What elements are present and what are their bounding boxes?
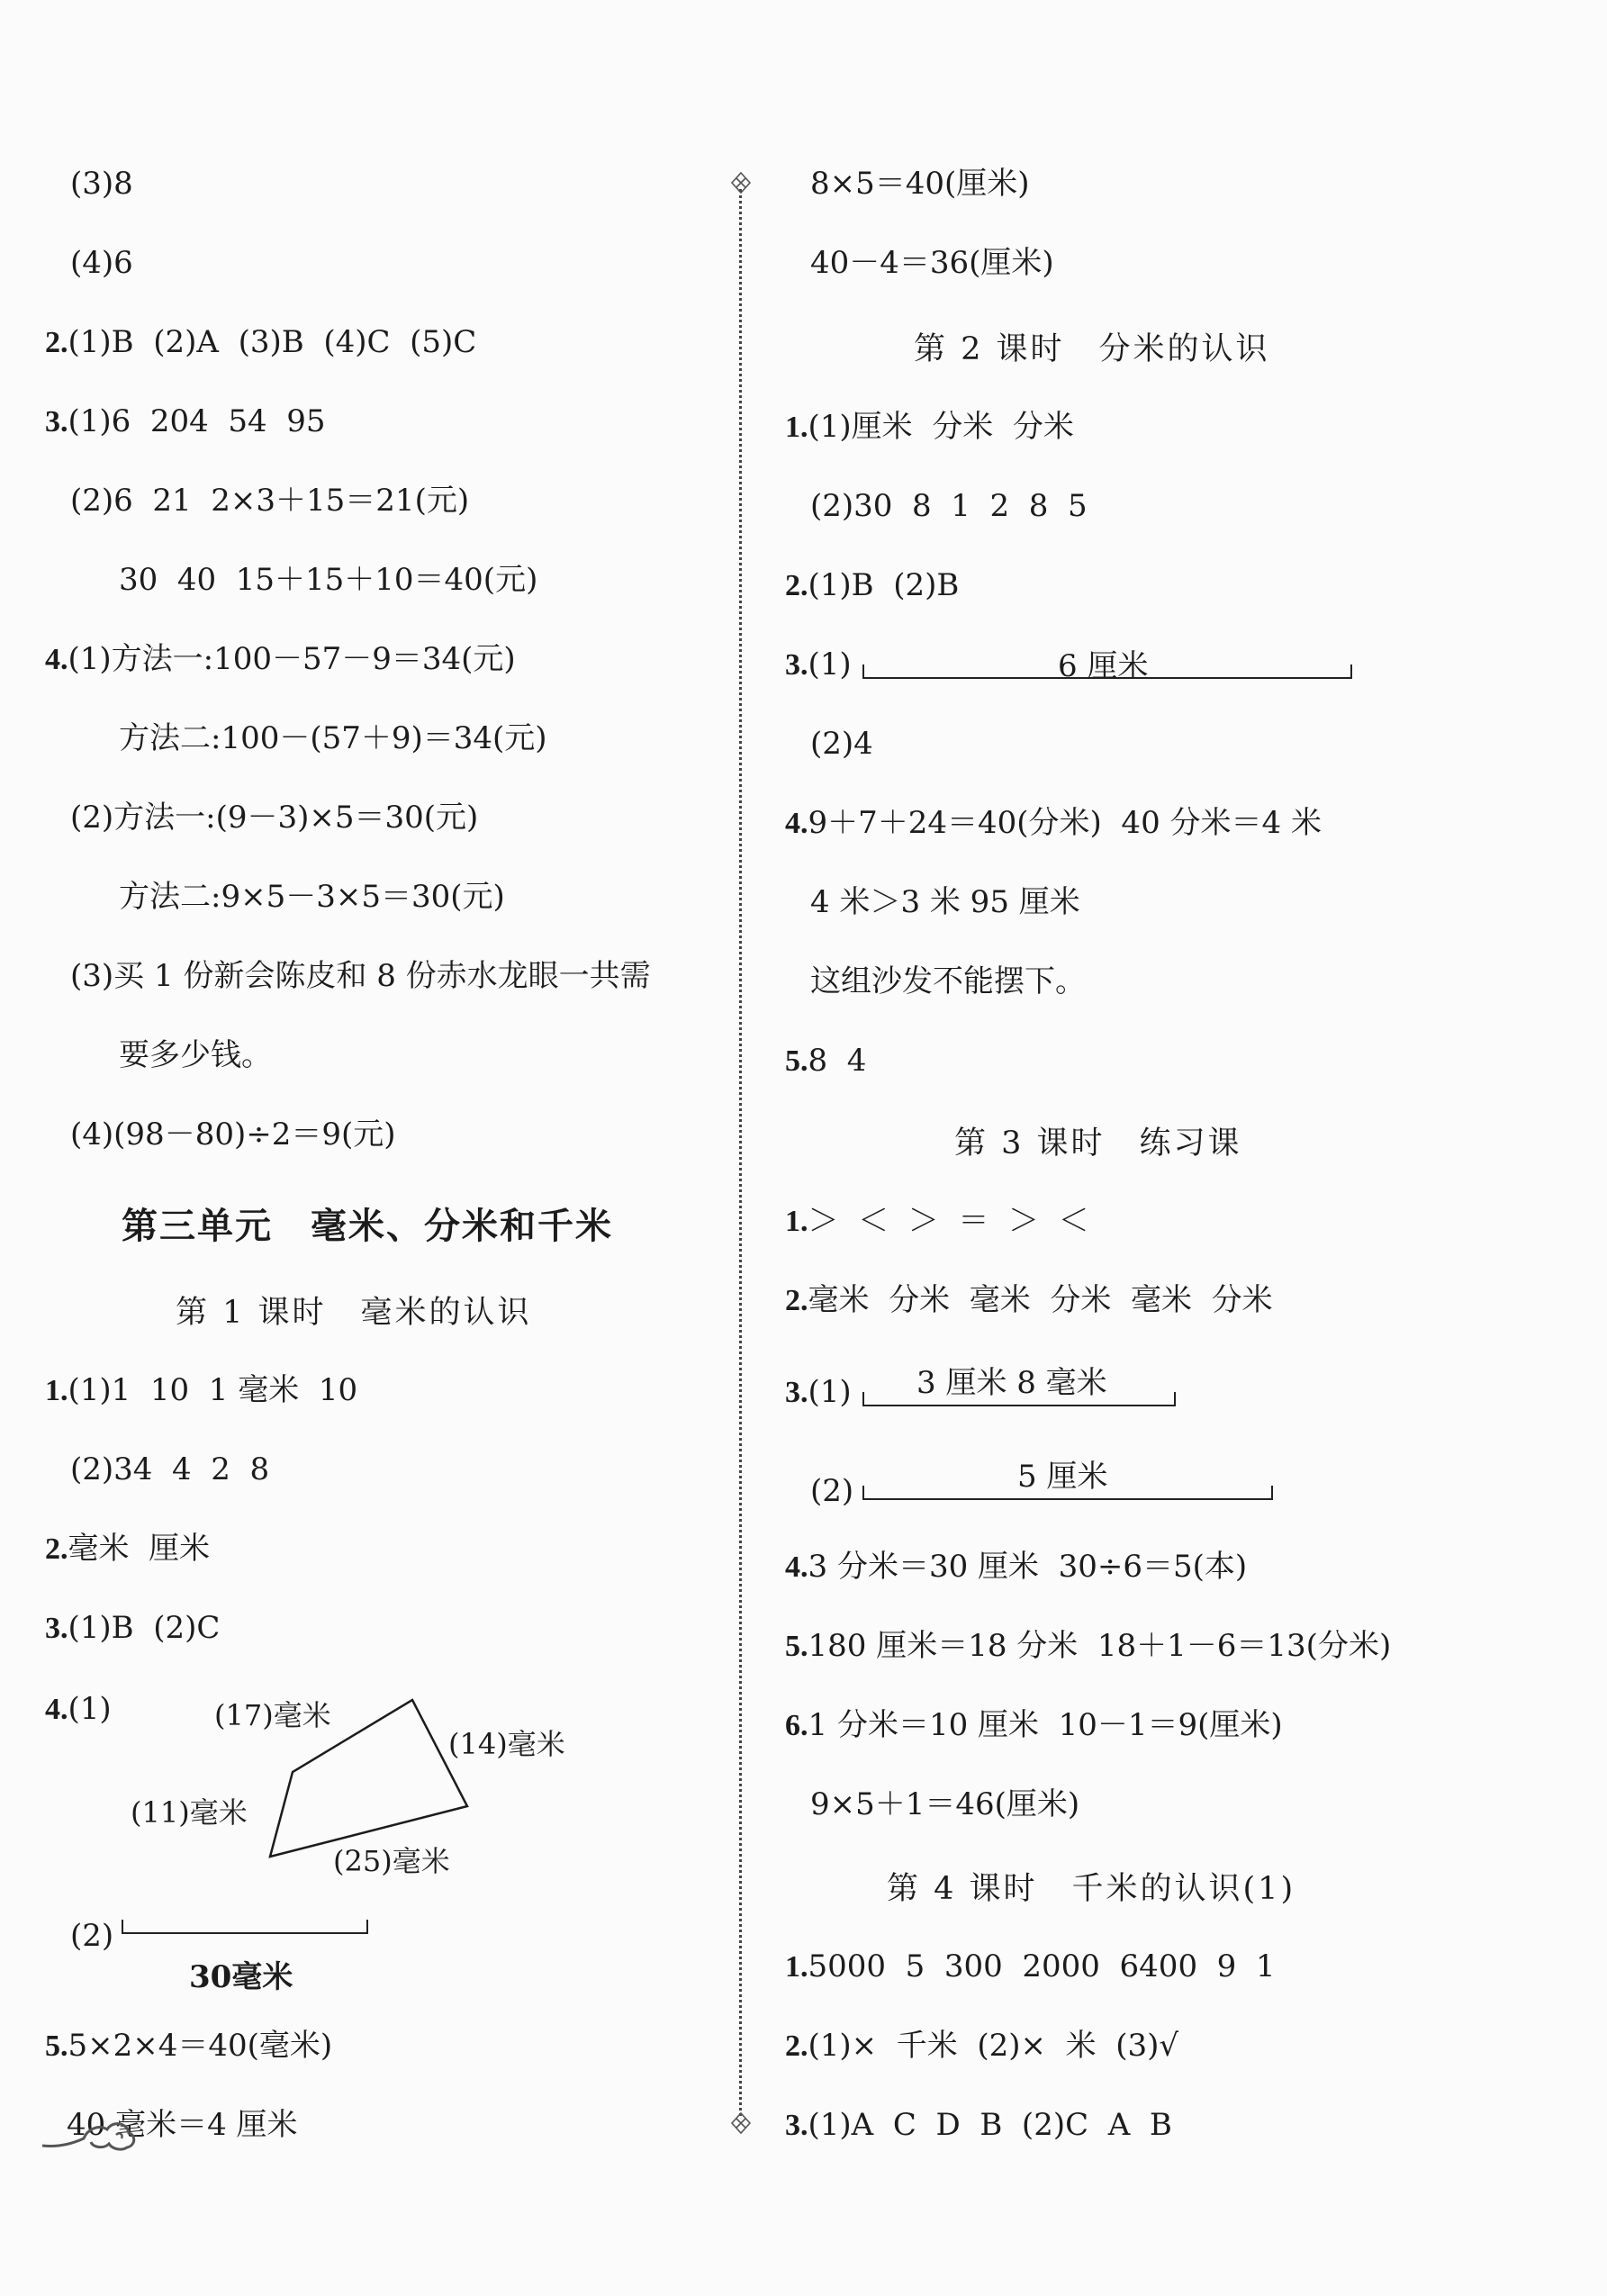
question-number: 5. [785,1630,808,1663]
question-number: 2. [45,1532,68,1566]
answer-line: 2.(1)B (2)A (3)B (4)C (5)C [45,324,477,360]
answer-line: (2) [810,1473,854,1509]
lesson-title: 第 4 课时 千米的认识(1) [887,1871,1296,1907]
lesson-title: 第 3 课时 练习课 [954,1125,1242,1162]
answer-line: 4.(1)方法一:100－57－9＝34(元) [45,641,516,677]
answer-line: 2.(1)B (2)B [785,567,960,603]
ruler-label: 30毫米 [189,1959,293,1995]
answer-line: 2.(1)× 千米 (2)× 米 (3)√ [785,2028,1179,2064]
answer-line: 30 40 15＋15＋10＝40(元) [119,562,538,598]
question-number: 5. [785,1044,808,1078]
answer-line: 6.1 分米＝10 厘米 10－1＝9(厘米) [785,1707,1283,1743]
quadrilateral-figure [0,0,540,1891]
question-number: 3. [785,648,808,682]
question-number: 1. [785,411,808,444]
answer-line: (4)(98－80)÷2＝9(元) [70,1116,396,1153]
answer-line: 这组沙发不能摆下。 [810,963,1086,999]
answer-line: 3.(1)A C D B (2)C A B [785,2107,1172,2143]
ruler-label: 5 厘米 [1017,1459,1108,1495]
answer-line: 3.(1)6 204 54 95 [45,403,326,439]
side-label-top: (17)毫米 [214,1698,331,1732]
column-divider [739,189,742,2116]
answer-line: 1.＞ ＜ ＞ ＝ ＞ ＜ [785,1203,1089,1239]
question-number: 3. [45,405,68,438]
question-number: 3. [45,1612,68,1645]
answer-line: 40－4＝36(厘米) [810,245,1054,281]
answer-line: 1.(1)厘米 分米 分米 [785,409,1074,445]
answer-line: 9×5＋1＝46(厘米) [810,1786,1080,1822]
question-number: 5. [45,2029,68,2063]
answer-line: 5.8 4 [785,1043,867,1079]
question-number: 1. [785,1950,808,1984]
answer-line: 40 毫米＝4 厘米 [67,2107,298,2143]
answer-line: 4.9＋7＋24＝40(分米) 40 分米＝4 米 [785,805,1322,841]
answer-line: (2)4 [810,726,873,762]
question-number: 1. [785,1205,808,1238]
answer-line: 5.5×2×4＝40(毫米) [45,2028,333,2064]
question-number: 3. [785,2109,808,2142]
question-number: 1. [45,1374,68,1407]
lesson-title: 第 2 课时 分米的认识 [914,331,1270,367]
answer-line: 2.毫米 厘米 [45,1531,211,1567]
side-label-right: (14)毫米 [448,1727,565,1761]
answer-line: (2)6 21 2×3＋15＝21(元) [70,483,470,519]
question-number: 6. [785,1709,808,1742]
answer-line: (4)6 [70,245,133,281]
question-number: 4. [785,807,808,840]
question-number: 2. [785,2029,808,2063]
answer-line: 2.毫米 分米 毫米 分米 毫米 分米 [785,1282,1273,1318]
answer-line: 3.(1)B (2)C [45,1610,221,1646]
side-label-left: (11)毫米 [131,1795,248,1830]
question-number: 2. [785,569,808,602]
question-number: 2. [45,326,68,359]
question-number: 4. [45,1693,68,1726]
question-number: 2. [785,1284,808,1317]
side-label-bottom: (25)毫米 [333,1844,450,1878]
answer-line: (2)30 8 1 2 8 5 [810,488,1088,524]
answer-line: (2)34 4 2 8 [70,1451,270,1487]
answer-line: 4.(1) [45,1691,112,1727]
answer-line: 1.5000 5 300 2000 6400 9 1 [785,1948,1276,1984]
question-number: 4. [785,1550,808,1584]
answer-line: (3)买 1 份新会陈皮和 8 份赤水龙眼一共需 [70,958,651,994]
answer-line: (3)8 [70,166,133,202]
answer-line: 3.(1) [785,646,852,682]
ruler-segment [122,1920,368,1934]
question-number: 3. [785,1376,808,1409]
answer-line: (2) [70,1918,114,1954]
divider-ornament-bottom [729,2111,753,2135]
lesson-title: 第 1 课时 毫米的认识 [176,1295,532,1331]
answer-line: 方法二:100－(57＋9)＝34(元) [119,720,547,756]
answer-line: (2)方法一:(9－3)×5＝30(元) [70,800,479,836]
ruler-label: 6 厘米 [1058,648,1149,684]
cloud-decoration-icon [41,2111,140,2156]
answer-line: 4.3 分米＝30 厘米 30÷6＝5(本) [785,1549,1248,1585]
answer-line: 3.(1) [785,1374,852,1410]
answer-line: 5.180 厘米＝18 分米 18＋1－6＝13(分米) [785,1628,1392,1664]
answer-line: 要多少钱。 [119,1037,272,1073]
answer-line: 方法二:9×5－3×5＝30(元) [119,879,505,915]
ruler-label: 3 厘米 8 毫米 [916,1365,1107,1401]
answer-line: 4 米＞3 米 95 厘米 [810,884,1080,920]
answer-line: 8×5＝40(厘米) [810,166,1030,202]
question-number: 4. [45,643,68,676]
unit-title: 第三单元 毫米、分米和千米 [122,1205,613,1247]
answer-line: 1.(1)1 10 1 毫米 10 [45,1372,358,1408]
